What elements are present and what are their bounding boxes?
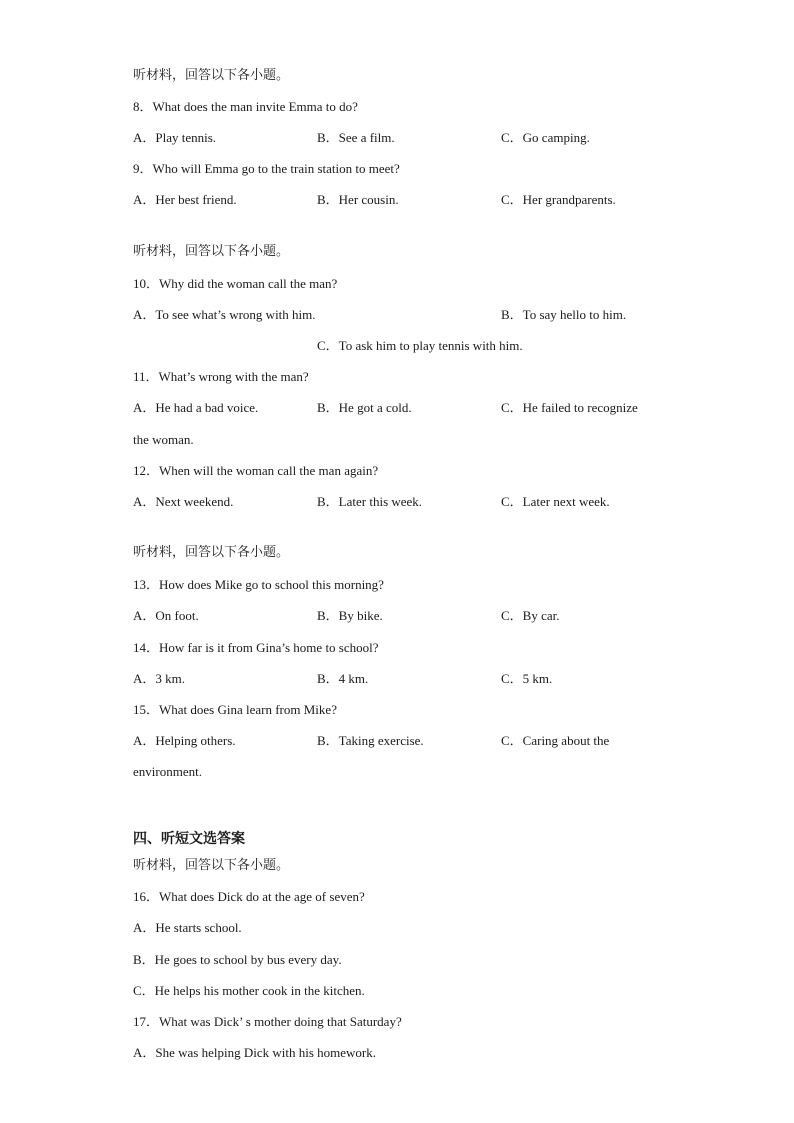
section-instruction: 听材料，回答以下各小题。 bbox=[133, 244, 290, 259]
section-instruction: 听材料，回答以下各小题。 bbox=[133, 68, 290, 83]
q8-option-c: C．Go camping. bbox=[501, 130, 590, 145]
question-16: 16．What does Dick do at the age of seven? bbox=[133, 889, 365, 904]
q14-option-a: A．3 km. bbox=[133, 671, 186, 686]
q11-option-a: A．He had a bad voice. bbox=[133, 400, 259, 415]
q9-option-c: C．Her grandparents. bbox=[501, 192, 616, 207]
q13-option-b: B．By bike. bbox=[317, 608, 383, 623]
q15-option-a: A．Helping others. bbox=[133, 733, 236, 748]
q16-option-a: A．He starts school. bbox=[133, 920, 242, 935]
q8-option-b: B．See a film. bbox=[317, 130, 395, 145]
q16-option-b: B．He goes to school by bus every day. bbox=[133, 952, 342, 967]
q14-option-c: C．5 km. bbox=[501, 671, 553, 686]
section-instruction: 听材料，回答以下各小题。 bbox=[133, 545, 290, 560]
q13-option-a: A．On foot. bbox=[133, 608, 199, 623]
question-11: 11．What’s wrong with the man? bbox=[133, 369, 309, 384]
q15-option-c-continued: environment. bbox=[133, 764, 202, 779]
q13-option-c: C．By car. bbox=[501, 608, 560, 623]
q11-option-c: C．He failed to recognize bbox=[501, 400, 638, 415]
q11-option-b: B．He got a cold. bbox=[317, 400, 412, 415]
section-instruction: 听材料，回答以下各小题。 bbox=[133, 858, 290, 873]
question-9: 9．Who will Emma go to the train station to meet? bbox=[133, 161, 400, 176]
question-17: 17．What was Dick’ s mother doing that Saturday? bbox=[133, 1014, 402, 1029]
q17-option-a: A．She was helping Dick with his homework. bbox=[133, 1045, 377, 1060]
part-heading: 四、听短文选答案 bbox=[133, 831, 245, 847]
q14-option-b: B．4 km. bbox=[317, 671, 369, 686]
q9-option-b: B．Her cousin. bbox=[317, 192, 399, 207]
question-14: 14．How far is it from Gina’s home to school? bbox=[133, 640, 379, 655]
question-10: 10．Why did the woman call the man? bbox=[133, 276, 338, 291]
q10-option-a: A．To see what’s wrong with him. bbox=[133, 307, 316, 322]
q12-option-b: B．Later this week. bbox=[317, 494, 423, 509]
q8-option-a: A．Play tennis. bbox=[133, 130, 217, 145]
q10-option-b: B．To say hello to him. bbox=[501, 307, 627, 322]
q9-option-a: A．Her best friend. bbox=[133, 192, 237, 207]
q10-option-c: C．To ask him to play tennis with him. bbox=[317, 338, 523, 353]
q15-option-c: C．Caring about the bbox=[501, 733, 610, 748]
q12-option-a: A．Next weekend. bbox=[133, 494, 234, 509]
question-12: 12．When will the woman call the man again? bbox=[133, 463, 379, 478]
question-15: 15．What does Gina learn from Mike? bbox=[133, 702, 337, 717]
q12-option-c: C．Later next week. bbox=[501, 494, 610, 509]
q15-option-b: B．Taking exercise. bbox=[317, 733, 424, 748]
question-13: 13．How does Mike go to school this morning? bbox=[133, 577, 384, 592]
q16-option-c: C．He helps his mother cook in the kitchen. bbox=[133, 983, 365, 998]
q11-option-c-continued: the woman. bbox=[133, 432, 194, 447]
question-8: 8．What does the man invite Emma to do? bbox=[133, 99, 358, 114]
